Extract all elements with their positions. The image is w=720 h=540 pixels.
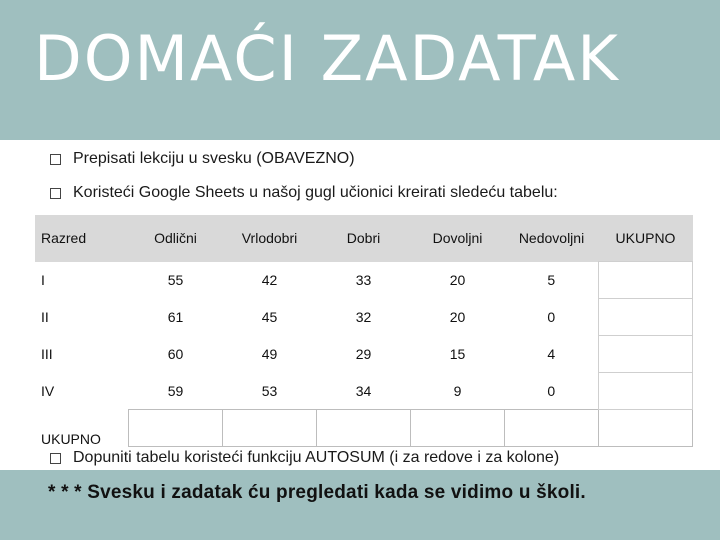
table-cell: 5 — [547, 272, 556, 288]
table-total-row — [35, 410, 693, 447]
table-cell: 20 — [449, 272, 466, 288]
table-row — [35, 373, 693, 410]
table-cell: 55 — [167, 272, 184, 288]
table-header-cell: Razred — [35, 215, 129, 262]
row-label: I — [41, 272, 45, 288]
total-cell-empty — [599, 373, 693, 410]
title-banner — [0, 0, 720, 140]
table-cell: 0 — [547, 309, 556, 325]
table-cell: 45 — [261, 309, 278, 325]
table-cell: 0 — [547, 382, 556, 399]
row-label: II — [41, 309, 49, 325]
table-cell: 42 — [261, 272, 278, 288]
table-cell: 34 — [355, 382, 372, 399]
table-cell: 59 — [167, 382, 184, 399]
table-header-cell: UKUPNO — [599, 215, 693, 262]
total-cell-empty — [599, 336, 693, 373]
total-cell-empty — [599, 299, 693, 336]
total-cell-empty — [411, 410, 505, 447]
table-row — [35, 336, 693, 373]
table-cell: 20 — [449, 309, 466, 325]
bullet-item — [50, 449, 559, 467]
table-cell: 9 — [453, 382, 462, 399]
total-cell-empty — [599, 410, 693, 447]
table-header-row — [35, 215, 693, 262]
table-header-cell: Vrlodobri — [223, 215, 317, 262]
table-cell: 15 — [449, 346, 466, 362]
footer-banner — [0, 470, 720, 540]
bullet-text: Prepisati lekciju u svesku (OBAVEZNO) — [73, 150, 355, 167]
checkbox-bullet-icon — [50, 154, 61, 165]
table-cell: 49 — [261, 346, 278, 362]
total-cell-empty — [129, 410, 223, 447]
checkbox-bullet-icon — [50, 188, 61, 199]
table-row — [35, 262, 693, 299]
table-cell: 61 — [167, 309, 184, 325]
page-title: DOMAĆI ZADATAK — [34, 22, 620, 95]
total-cell-empty — [317, 410, 411, 447]
table-cell: 29 — [355, 346, 372, 362]
bullet-item — [50, 150, 355, 168]
table-cell: 53 — [261, 382, 278, 399]
footer-note: * * * Svesku i zadatak ću pregledati kada se vidimo u školi. — [48, 482, 586, 503]
table-header-cell: Dobri — [317, 215, 411, 262]
table-cell: 33 — [355, 272, 372, 288]
total-cell-empty — [599, 262, 693, 299]
table-header-cell: Odlični — [129, 215, 223, 262]
table-row — [35, 299, 693, 336]
grades-table — [35, 215, 693, 447]
checkbox-bullet-icon — [50, 453, 61, 464]
table-cell: 60 — [167, 346, 184, 362]
total-cell-empty — [505, 410, 599, 447]
table-header-cell: Nedovoljni — [505, 215, 599, 262]
total-cell-empty — [223, 410, 317, 447]
table-cell: 4 — [547, 346, 556, 362]
table-header-cell: Dovoljni — [411, 215, 505, 262]
row-label: III — [41, 346, 53, 362]
table-cell: 32 — [355, 309, 372, 325]
bullet-text: Koristeći Google Sheets u našoj gugl učionici kreirati sledeću tabelu: — [73, 184, 558, 201]
bullet-text: Dopuniti tabelu koristeći funkciju AUTOSUM (i za redove i za kolone) — [73, 449, 560, 466]
total-row-label: UKUPNO — [41, 430, 101, 447]
bullet-item — [50, 184, 558, 202]
row-label: IV — [41, 383, 55, 399]
